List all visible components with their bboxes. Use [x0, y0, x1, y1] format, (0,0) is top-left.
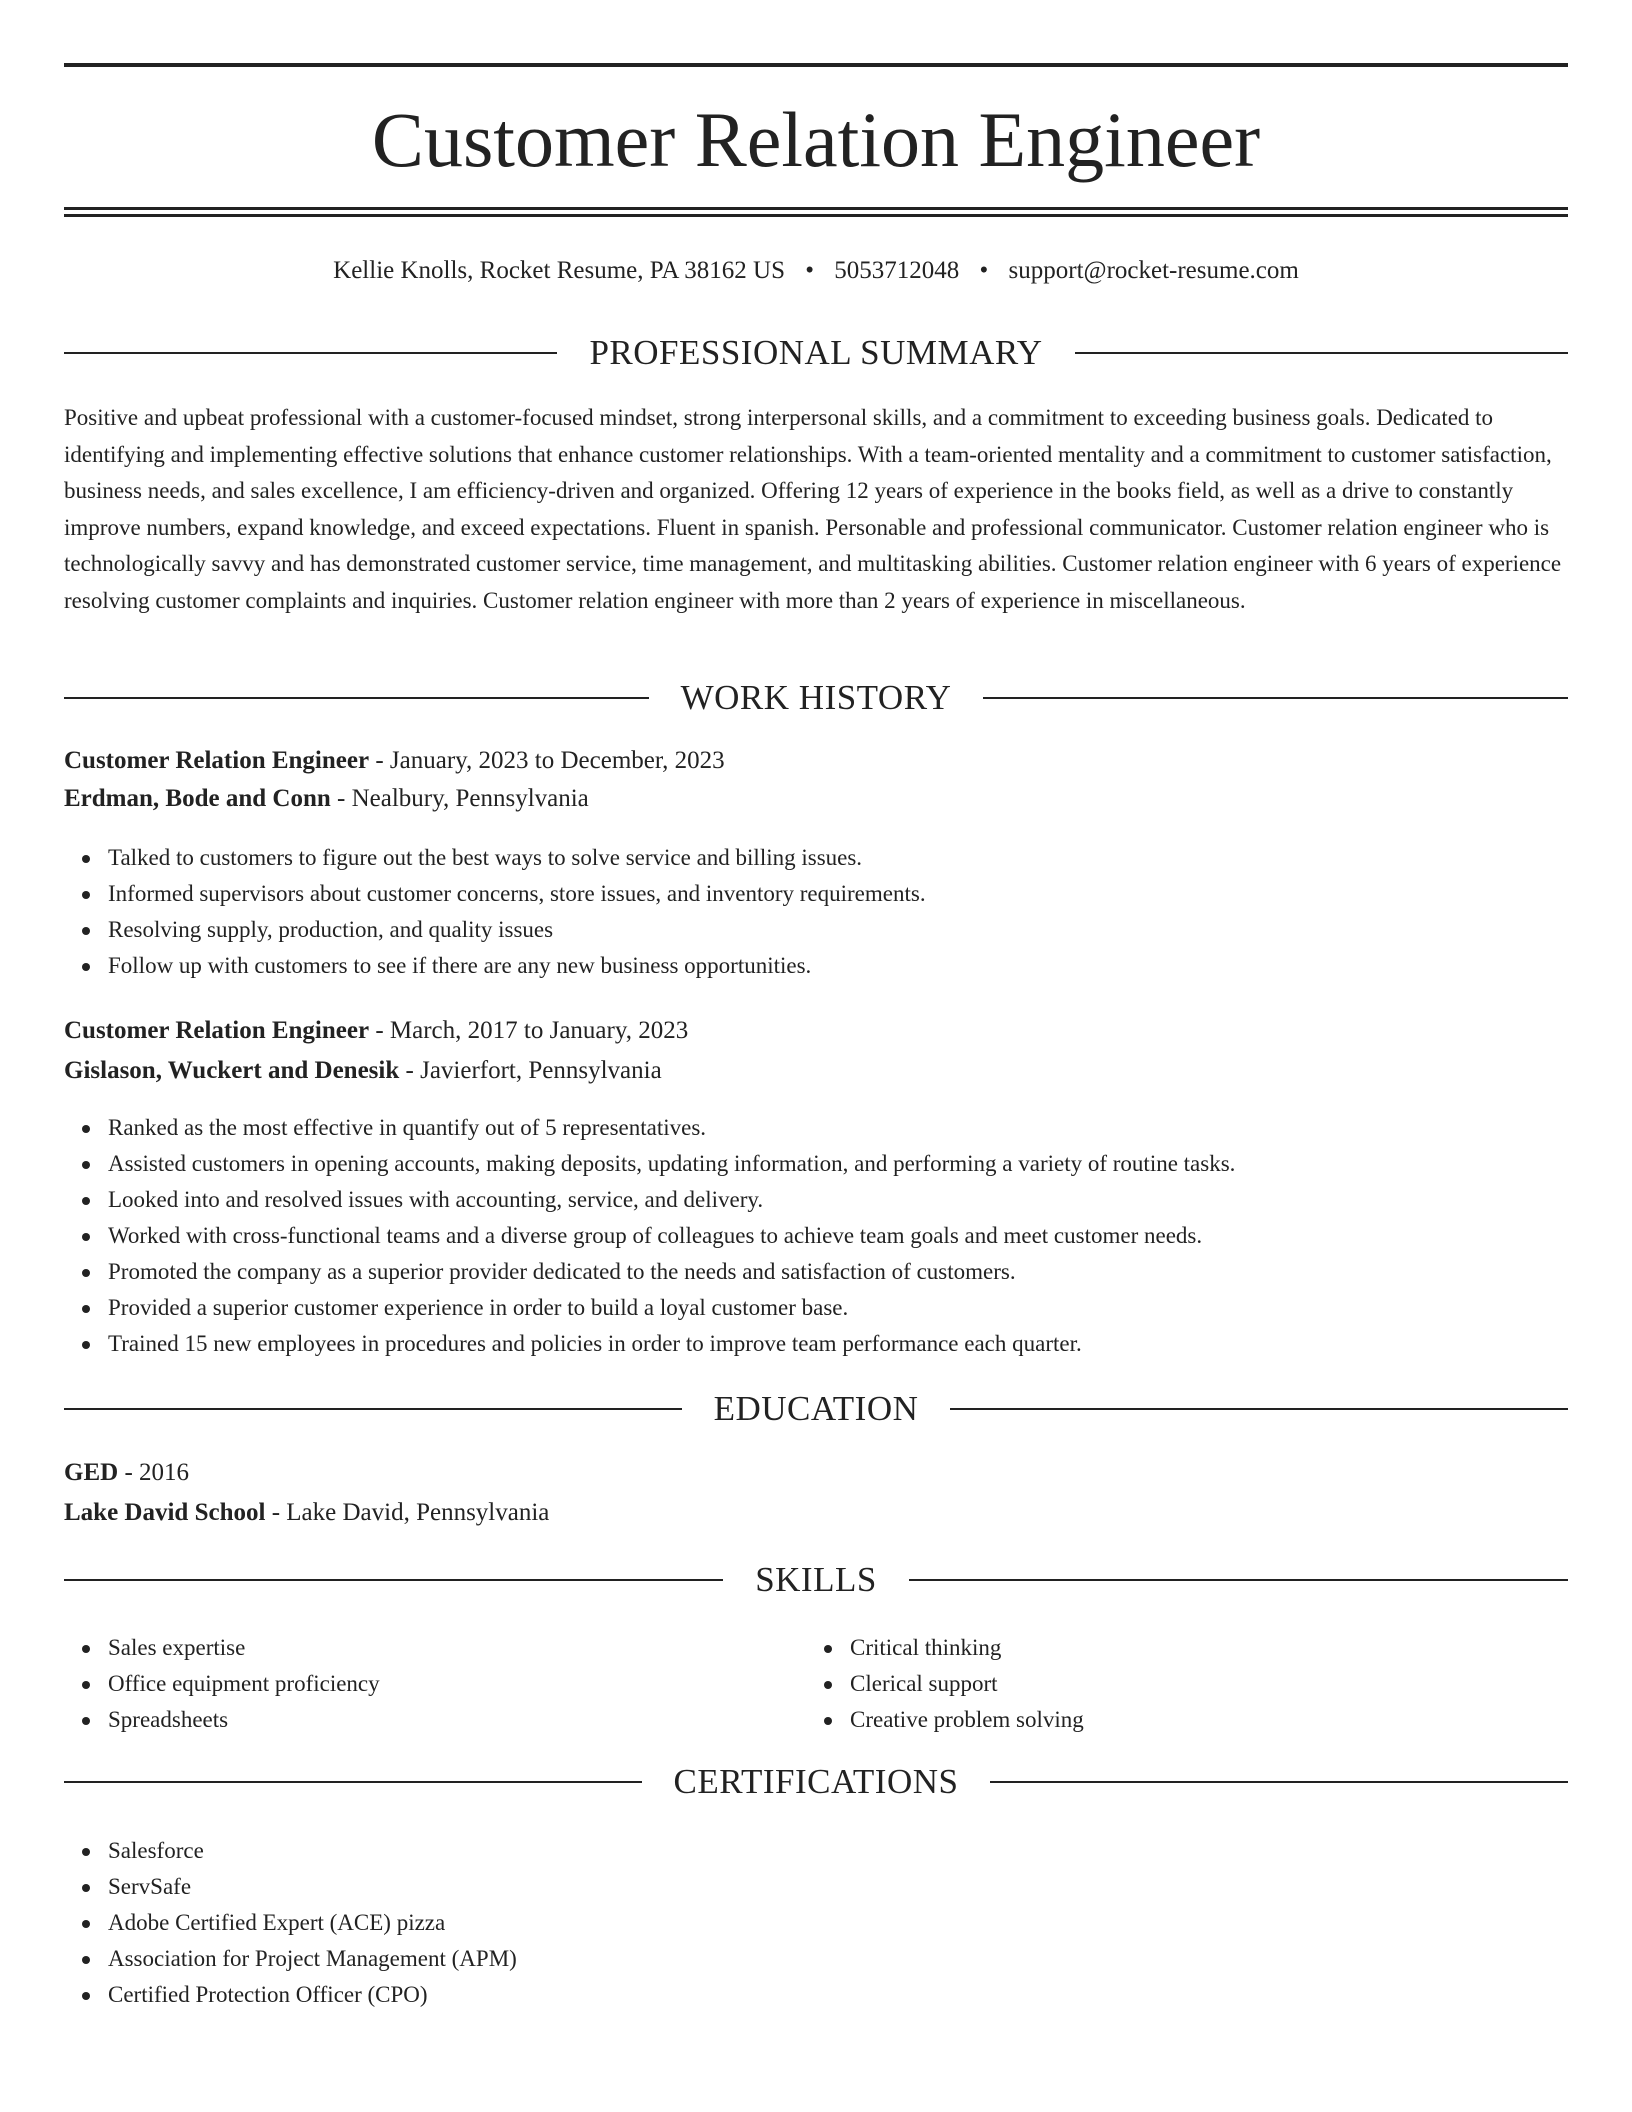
job-company: Gislason, Wuckert and Denesik — [64, 1057, 400, 1084]
heading-rule — [64, 352, 557, 354]
job-location: - Nealbury, Pennsylvania — [330, 785, 589, 812]
job-bullet: Follow up with customers to see if there are any new business opportunities. — [108, 948, 926, 984]
certification-item: ServSafe — [108, 1869, 517, 1905]
contact-separator: • — [805, 257, 815, 284]
contact-separator: • — [979, 257, 989, 284]
certification-item: Adobe Certified Expert (ACE) pizza — [108, 1905, 517, 1941]
job-title-line — [64, 744, 725, 778]
heading-rule — [64, 697, 649, 699]
certifications-list — [108, 1833, 517, 2013]
education-degree-line — [64, 1456, 189, 1490]
section-heading-certifications — [64, 1760, 1568, 1804]
job-bullet: Promoted the company as a superior provider dedicated to the needs and satisfaction of customers. — [108, 1254, 1235, 1290]
job-bullets — [108, 840, 926, 984]
heading-rule — [64, 1781, 642, 1783]
page-title: Customer Relation Engineer — [371, 96, 1261, 183]
certification-item: Certified Protection Officer (CPO) — [108, 1977, 517, 2013]
job-company-line — [64, 1054, 662, 1088]
job-title: Customer Relation Engineer — [64, 1017, 370, 1044]
heading-rule — [983, 697, 1568, 699]
job-bullet: Assisted customers in opening accounts, making deposits, updating information, and performing a variety of routine tasks. — [108, 1146, 1235, 1182]
job-dates: - January, 2023 to December, 2023 — [369, 747, 725, 774]
skill-item: Spreadsheets — [108, 1702, 380, 1738]
heading-rule — [1075, 352, 1568, 354]
skills-list-right — [850, 1630, 1084, 1738]
section-title: WORK HISTORY — [680, 678, 952, 717]
section-title: PROFESSIONAL SUMMARY — [589, 333, 1043, 372]
education-degree: GED — [64, 1459, 119, 1486]
skills-list-left — [108, 1630, 380, 1738]
contact-address: Kellie Knolls, Rocket Resume, PA 38162 US — [333, 257, 786, 284]
job-bullet: Talked to customers to figure out the best ways to solve service and billing issues. — [108, 840, 926, 876]
section-heading-skills — [64, 1558, 1568, 1602]
job-company: Erdman, Bode and Conn — [64, 785, 331, 812]
title-rule-upper — [64, 207, 1568, 210]
heading-rule — [64, 1408, 682, 1410]
job-bullet: Looked into and resolved issues with accounting, service, and delivery. — [108, 1182, 1235, 1218]
education-school-line — [64, 1496, 549, 1530]
certification-item: Association for Project Management (APM) — [108, 1941, 517, 1977]
job-bullet: Ranked as the most effective in quantify out of 5 representatives. — [108, 1110, 1235, 1146]
skill-item: Creative problem solving — [850, 1702, 1084, 1738]
job-dates: - March, 2017 to January, 2023 — [369, 1017, 689, 1044]
job-title-line — [64, 1014, 688, 1048]
section-title: CERTIFICATIONS — [673, 1762, 959, 1801]
contact-email: support@rocket-resume.com — [1008, 257, 1299, 284]
skill-item: Office equipment proficiency — [108, 1666, 380, 1702]
section-heading-education — [64, 1387, 1568, 1431]
skill-item: Critical thinking — [850, 1630, 1084, 1666]
summary-paragraph: Positive and upbeat professional with a customer-focused mindset, strong interpersonal skills, and a commitment to exceeding business goals. Dedicated to identifying and implementing effective solutions that enhance customer relationships. With a team-oriented mentality and a commitment to customer satisfaction, business needs, and sales excellence, I am efficiency-driven and organized. Offering 12 years of experience in the books field, as well as a drive to constantly improve numbers, expand knowledge, and exceed expectations. Fluent in spanish. Personable and professional communicator. Customer relation engineer who is technologically savvy and has demonstrated customer service, time management, and multitasking abilities. Customer relation engineer with 6 years of experience resolving customer complaints and inquiries. Customer relation engineer with more than 2 years of experience in miscellaneous. — [64, 405, 1562, 613]
job-title: Customer Relation Engineer — [64, 747, 370, 774]
section-heading-work — [64, 676, 1568, 720]
title-rule-lower — [64, 214, 1568, 217]
heading-rule — [909, 1579, 1568, 1581]
job-bullet: Resolving supply, production, and quality issues — [108, 912, 926, 948]
job-bullet: Informed supervisors about customer concerns, store issues, and inventory requirements. — [108, 876, 926, 912]
job-bullet: Trained 15 new employees in procedures and policies in order to improve team performance each quarter. — [108, 1326, 1235, 1362]
heading-rule — [950, 1408, 1568, 1410]
job-company-line — [64, 782, 589, 816]
education-school: Lake David School — [64, 1499, 266, 1526]
heading-rule — [64, 1579, 723, 1581]
job-bullet: Provided a superior customer experience in order to build a loyal customer base. — [108, 1290, 1235, 1326]
section-heading-summary — [64, 331, 1568, 375]
contact-line — [64, 254, 1568, 288]
contact-phone: 5053712048 — [834, 257, 960, 284]
heading-rule — [990, 1781, 1568, 1783]
top-rule — [64, 63, 1568, 67]
job-bullet: Worked with cross-functional teams and a diverse group of colleagues to achieve team goals and meet customer needs. — [108, 1218, 1235, 1254]
education-year: - 2016 — [118, 1459, 190, 1486]
education-location: - Lake David, Pennsylvania — [265, 1499, 550, 1526]
skill-item: Sales expertise — [108, 1630, 380, 1666]
job-location: - Javierfort, Pennsylvania — [399, 1057, 662, 1084]
certification-item: Salesforce — [108, 1833, 517, 1869]
job-bullets — [108, 1110, 1235, 1362]
skill-item: Clerical support — [850, 1666, 1084, 1702]
section-title: SKILLS — [755, 1560, 877, 1599]
section-title: EDUCATION — [713, 1389, 919, 1428]
